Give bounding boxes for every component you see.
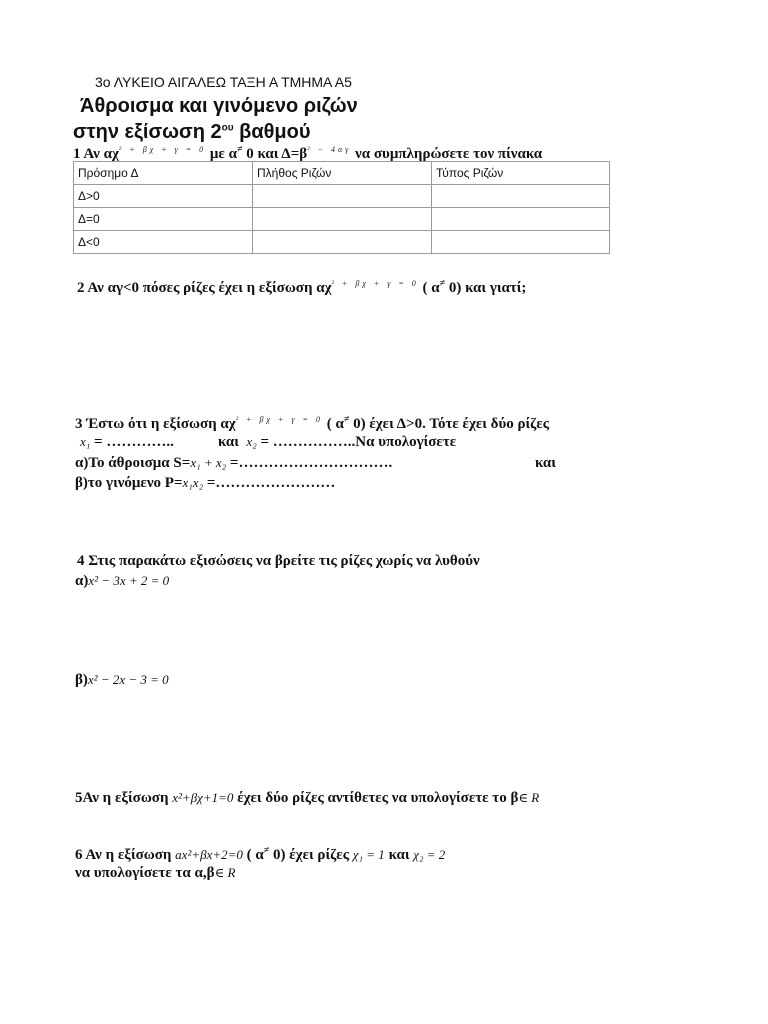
q5-text: 5Αν η εξίσωση xyxy=(75,790,173,806)
question-5 xyxy=(75,790,539,807)
product-formula: x₁x₂ xyxy=(182,475,204,490)
not-equal-sign: ≠ xyxy=(439,278,446,289)
q1-text-3: 0 και Δ=β xyxy=(242,146,308,162)
question-2 xyxy=(77,278,526,297)
q3-sum-line xyxy=(75,455,392,472)
q3-sum-tail: και xyxy=(535,455,556,471)
subtitle-text: στην εξίσωση 2 xyxy=(73,121,222,143)
table-row xyxy=(74,208,610,231)
q6-line-2 xyxy=(75,865,235,882)
q1-text-2: με α xyxy=(206,146,237,162)
q4-b-equation: x² − 2x − 3 = 0 xyxy=(87,672,169,687)
q3-equation: ² + βχ + γ = 0 xyxy=(235,415,323,424)
school-header: 3ο ΛΥΚΕΙΟ ΑΙΓΑΛΕΩ ΤΑΞΗ Α ΤΜΗΜΑ Α5 xyxy=(95,74,352,90)
subtitle-text-end: βαθμού xyxy=(233,121,311,143)
table-cell: Δ<0 xyxy=(74,231,253,254)
q4-equation-a xyxy=(75,573,169,590)
table-cell-blank[interactable] xyxy=(253,208,432,231)
q3-text-2: ( α xyxy=(322,416,344,432)
real-set-symbol: ∈ R xyxy=(518,790,540,805)
q5-text-2: έχει δύο ρίζες αντίθετες να υπολογίσετε το β xyxy=(233,790,519,806)
table-cell-blank[interactable] xyxy=(253,185,432,208)
q4-a-label: α) xyxy=(75,573,89,589)
sum-label: α)Το άθροισμα S= xyxy=(75,455,191,471)
table-cell-blank[interactable] xyxy=(432,231,610,254)
q4-equation-b xyxy=(75,672,169,689)
q4-a-equation: x² − 3x + 2 = 0 xyxy=(88,573,170,588)
not-equal-sign: ≠ xyxy=(236,144,243,155)
table-row xyxy=(74,231,610,254)
q1-equation: ² + βχ + γ = 0 xyxy=(118,145,207,154)
table-header-cell: Τύπος Ριζών xyxy=(432,162,610,185)
roots-table xyxy=(73,161,610,254)
table-cell-blank[interactable] xyxy=(432,208,610,231)
and-word: και xyxy=(218,434,239,450)
q6-root-2: χ₂ = 2 xyxy=(413,847,446,862)
table-header-cell: Πρόσημο Δ xyxy=(74,162,253,185)
q3-text-3: 0) έχει Δ>0. Τότε έχει δύο ρίζες xyxy=(349,416,550,432)
q6-text: 6 Αν η εξίσωση xyxy=(75,847,176,863)
table-cell-blank[interactable] xyxy=(253,231,432,254)
root-x1: x₁ xyxy=(80,434,91,449)
sum-blank[interactable]: =…………………………. xyxy=(226,455,393,471)
root-x2-blank[interactable]: = ……………..Να υπολογίσετε xyxy=(256,434,457,450)
q5-equation: x²+βχ+1=0 xyxy=(172,790,234,805)
q6-equation: ax²+βx+2=0 xyxy=(175,847,243,862)
not-equal-sign: ≠ xyxy=(343,414,350,425)
product-label: β)το γινόμενο P= xyxy=(75,475,183,491)
question-4: 4 Στις παρακάτω εξισώσεις να βρείτε τις ρίζες χωρίς να λυθούν xyxy=(77,553,480,569)
question-3 xyxy=(75,414,549,433)
q2-text-3: 0) και γιατί; xyxy=(445,280,527,296)
table-cell: Δ>0 xyxy=(74,185,253,208)
q1-text-4: να συμπληρώσετε τον πίνακα xyxy=(351,146,543,162)
table-cell-blank[interactable] xyxy=(432,185,610,208)
q6-text-2: ( α xyxy=(242,847,264,863)
q3-text: 3 Έστω ότι η εξίσωση αχ xyxy=(75,416,236,432)
q3-roots-line-2 xyxy=(218,434,456,451)
q3-product-line xyxy=(75,475,335,492)
sum-formula: x₁ + x₂ xyxy=(190,455,227,470)
not-equal-sign: ≠ xyxy=(263,845,270,856)
table-header-row xyxy=(74,162,610,185)
q6-text-4: να υπολογίσετε τα α,β xyxy=(75,865,215,881)
q2-text: 2 Αν αγ<0 πόσες ρίζες έχει η εξίσωση αχ xyxy=(77,280,332,296)
q4-b-label: β) xyxy=(75,672,88,688)
root-x1-blank[interactable]: = ………….. xyxy=(90,434,174,450)
root-x2: x₂ xyxy=(246,434,257,449)
q6-and: και xyxy=(384,847,414,863)
question-6 xyxy=(75,845,445,864)
table-row xyxy=(74,185,610,208)
q3-roots-line xyxy=(80,434,174,451)
q1-text: 1 Αν αχ xyxy=(73,146,119,162)
table-cell: Δ=0 xyxy=(74,208,253,231)
q6-text-3: 0) έχει ρίζες xyxy=(269,847,353,863)
table-header-cell: Πλήθος Ριζών xyxy=(253,162,432,185)
subtitle-superscript: ου xyxy=(221,122,234,134)
q2-text-2: ( α xyxy=(418,280,440,296)
page-subtitle xyxy=(73,121,311,144)
page-title: Άθροισμα και γινόμενο ριζών xyxy=(80,95,358,117)
product-blank[interactable]: =…………………… xyxy=(203,475,336,491)
real-set-symbol: ∈ R xyxy=(214,865,236,880)
q1-discriminant: ² − 4αγ xyxy=(307,145,352,154)
q2-equation: ² + βχ + γ = 0 xyxy=(331,279,419,288)
q6-root-1: χ₁ = 1 xyxy=(352,847,385,862)
